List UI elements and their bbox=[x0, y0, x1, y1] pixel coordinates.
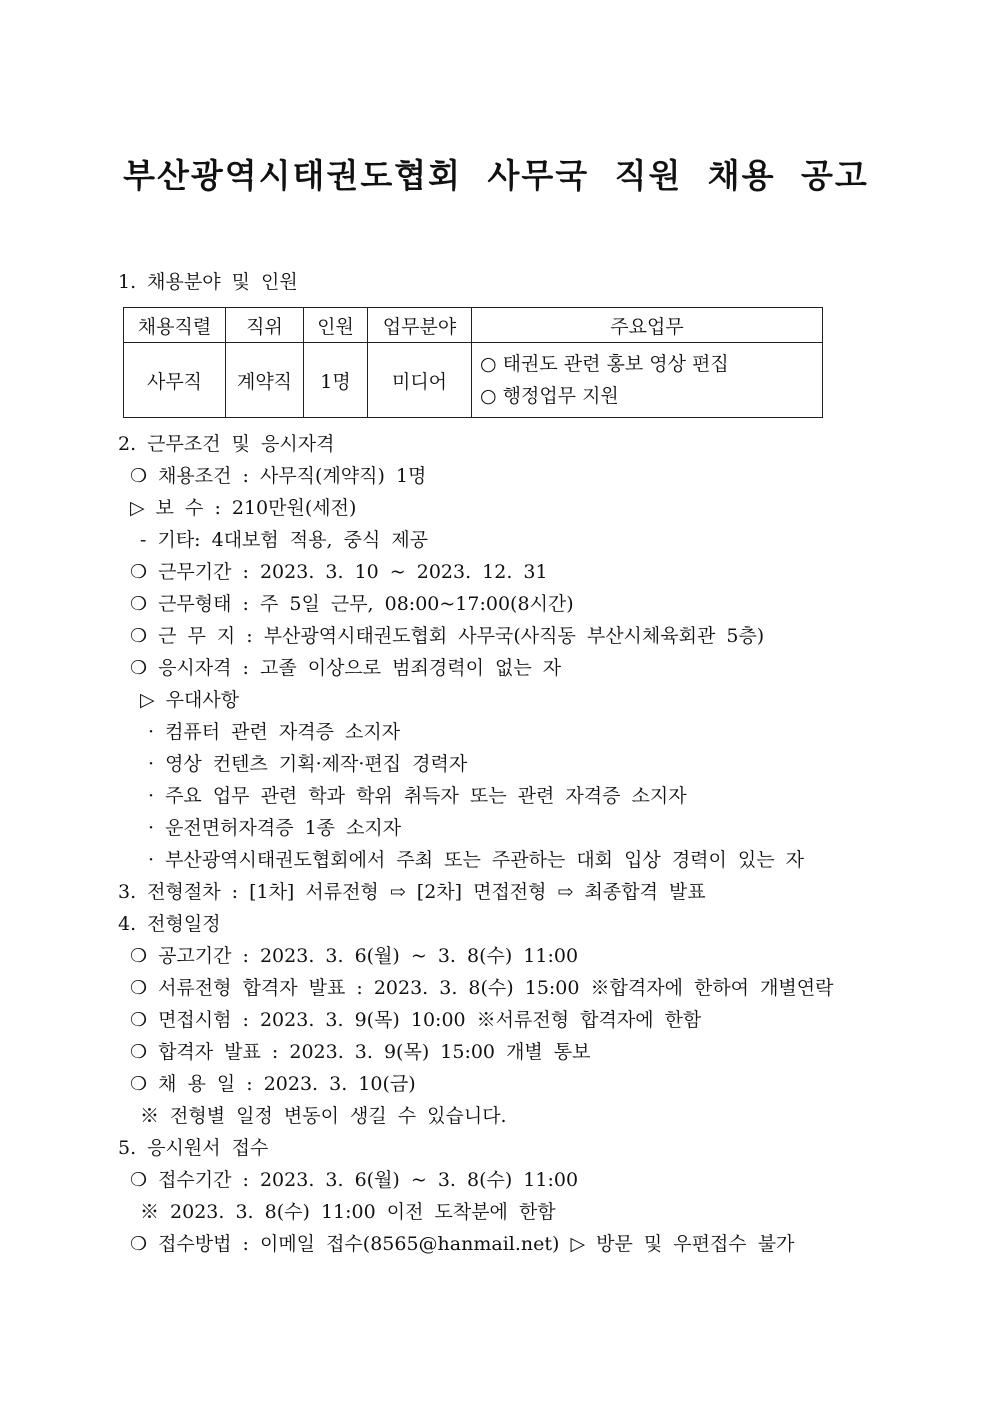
schedule-item: ❍ 서류전형 합격자 발표 : 2023. 3. 8(수) 15:00 ※합격자에 한하여 개별연락 bbox=[130, 977, 834, 999]
preference-item: · 운전면허자격증 1종 소지자 bbox=[148, 817, 402, 839]
page-title: 부산광역시태권도협회 사무국 직원 채용 공고 bbox=[123, 156, 869, 195]
cell-job-series: 사무직 bbox=[124, 343, 226, 418]
cell-headcount: 1명 bbox=[304, 343, 368, 418]
section-1-heading: 1. 채용분야 및 인원 bbox=[118, 271, 298, 293]
section-2-heading: 2. 근무조건 및 응시자격 bbox=[118, 433, 335, 455]
application-period: ❍ 접수기간 : 2023. 3. 6(월) ~ 3. 8(수) 11:00 bbox=[130, 1169, 579, 1191]
employment-condition: ❍ 채용조건 : 사무직(계약직) 1명 bbox=[130, 465, 427, 487]
preference-item: · 주요 업무 관련 학과 학위 취득자 또는 관련 자격증 소지자 bbox=[148, 785, 687, 807]
table-header-row bbox=[124, 308, 823, 343]
work-period: ❍ 근무기간 : 2023. 3. 10 ~ 2023. 12. 31 bbox=[130, 561, 548, 583]
duty-item: ○ 행정업무 지원 bbox=[480, 385, 619, 407]
section-4-heading: 4. 전형일정 bbox=[118, 913, 221, 935]
schedule-item: ❍ 공고기간 : 2023. 3. 6(월) ~ 3. 8(수) 11:00 bbox=[130, 945, 579, 967]
application-note: ※ 2023. 3. 8(수) 11:00 이전 도착분에 한함 bbox=[140, 1201, 556, 1223]
schedule-note: ※ 전형별 일정 변동이 생길 수 있습니다. bbox=[140, 1105, 507, 1127]
schedule-item: ❍ 채 용 일 : 2023. 3. 10(금) bbox=[130, 1073, 416, 1095]
cell-position: 계약직 bbox=[226, 343, 304, 418]
preference-item: · 컴퓨터 관련 자격증 소지자 bbox=[148, 721, 401, 743]
work-location: ❍ 근 무 지 : 부산광역시태권도협회 사무국(사직동 부산시체육회관 5층) bbox=[130, 625, 765, 647]
eligibility: ❍ 응시자격 : 고졸 이상으로 범죄경력이 없는 자 bbox=[130, 657, 562, 679]
section-3-heading: 3. 전형절차 : [1차] 서류전형 ⇨ [2차] 면접전형 ⇨ 최종합격 발표 bbox=[118, 881, 706, 903]
header-cell-field: 업무분야 bbox=[368, 308, 472, 343]
header-cell-position: 직위 bbox=[226, 308, 304, 343]
recruitment-table bbox=[123, 307, 823, 418]
preference-item: · 부산광역시태권도협회에서 주최 또는 주관하는 대회 입상 경력이 있는 자 bbox=[148, 849, 805, 871]
schedule-item: ❍ 면접시험 : 2023. 3. 9(목) 10:00 ※서류전형 합격자에 한함 bbox=[130, 1009, 702, 1031]
schedule-item: ❍ 합격자 발표 : 2023. 3. 9(목) 15:00 개별 통보 bbox=[130, 1041, 591, 1063]
table-row bbox=[124, 343, 823, 418]
salary: ▷ 보 수 : 210만원(세전) bbox=[130, 497, 357, 519]
duty-item: ○ 태권도 관련 홍보 영상 편집 bbox=[480, 353, 729, 375]
preference-item: · 영상 컨텐츠 기획·제작·편집 경력자 bbox=[148, 753, 468, 775]
header-cell-main-duties: 주요업무 bbox=[472, 308, 823, 343]
preferences-heading: ▷ 우대사항 bbox=[140, 689, 240, 711]
other-benefits: - 기타: 4대보험 적용, 중식 제공 bbox=[140, 529, 429, 551]
header-cell-headcount: 인원 bbox=[304, 308, 368, 343]
cell-main-duties bbox=[472, 343, 823, 418]
work-type: ❍ 근무형태 : 주 5일 근무, 08:00~17:00(8시간) bbox=[130, 593, 574, 615]
section-5-heading: 5. 응시원서 접수 bbox=[118, 1137, 269, 1159]
header-cell-job-series: 채용직렬 bbox=[124, 308, 226, 343]
cell-field: 미디어 bbox=[368, 343, 472, 418]
application-method: ❍ 접수방법 : 이메일 접수(8565@hanmail.net) ▷ 방문 및 우편접수 불가 bbox=[130, 1233, 795, 1255]
